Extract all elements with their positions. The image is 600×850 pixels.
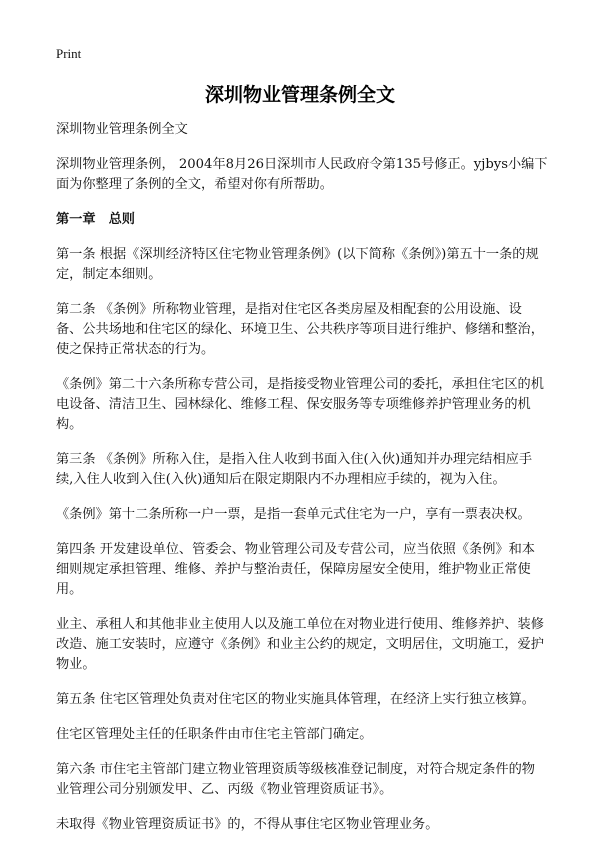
article-paragraph: 第一条 根据《深圳经济特区住宅物业管理条例》(以下简称《条例》)第五十一条的规定，制定本细则。 xyxy=(56,247,539,282)
article-paragraph: 住宅区管理处主任的任职条件由市住宅主管部门确定。 xyxy=(56,727,373,742)
article-paragraph: 第二条 《条例》所称物业管理，是指对住宅区各类房屋及相配套的公用设施、设备、公共场地和住宅区的绿化、环境卫生、公共秩序等项目进行维护、修缮和整治，使之保持正常状态的行为。 xyxy=(56,302,544,357)
page-title: 深圳物业管理条例全文 xyxy=(204,84,395,106)
article-paragraph: 未取得《物业管理资质证书》的，不得从事住宅区物业管理业务。 xyxy=(56,817,439,832)
print-link[interactable]: Print xyxy=(56,46,82,61)
article-paragraph: 《条例》第二十六条所称专营公司，是指接受物业管理公司的委托，承担住宅区的机电设备、清洁卫生、园林绿化、维修工程、保安服务等专项维修养护管理业务的机构。 xyxy=(56,377,544,432)
document-subtitle: 深圳物业管理条例全文 xyxy=(56,122,188,137)
article-paragraph: 第五条 住宅区管理处负责对住宅区的物业实施具体管理，在经济上实行独立核算。 xyxy=(56,692,535,707)
article-paragraph: 第六条 市住宅主管部门建立物业管理资质等级核准登记制度，对符合规定条件的物业管理公司分别颁发甲、乙、丙级《物业管理资质证书》。 xyxy=(56,762,535,797)
chapter-name: 总则 xyxy=(108,212,135,227)
intro-paragraph: 深圳物业管理条例， 2004年8月26日深圳市人民政府令第135号修正。yjbys小编下面为你整理了条例的全文，希望对你有所帮助。 xyxy=(56,157,548,192)
article-paragraph: 《条例》第十二条所称一户一票，是指一套单元式住宅为一户，享有一票表决权。 xyxy=(56,507,531,522)
article-paragraph: 第四条 开发建设单位、管委会、物业管理公司及专营公司，应当依照《条例》和本细则规定承担管理、维修、养护与整治责任，保障房屋安全使用，维护物业正常使用。 xyxy=(56,542,535,597)
document-body xyxy=(56,120,548,850)
chapter-number: 第一章 xyxy=(56,212,96,227)
article-paragraph: 第三条 《条例》所称入住，是指入住人收到书面入住(入伙)通知并办理完结相应手续,入住人收到入住(入伙)通知后在限定期限内不办理相应手续的，视为入住。 xyxy=(56,452,533,487)
article-paragraph: 业主、承租人和其他非业主使用人以及施工单位在对物业进行使用、维修养护、装修改造、施工安装时，应遵守《条例》和业主公约的规定，文明居住，文明施工，爱护物业。 xyxy=(56,617,544,672)
chapter-heading xyxy=(56,210,548,230)
